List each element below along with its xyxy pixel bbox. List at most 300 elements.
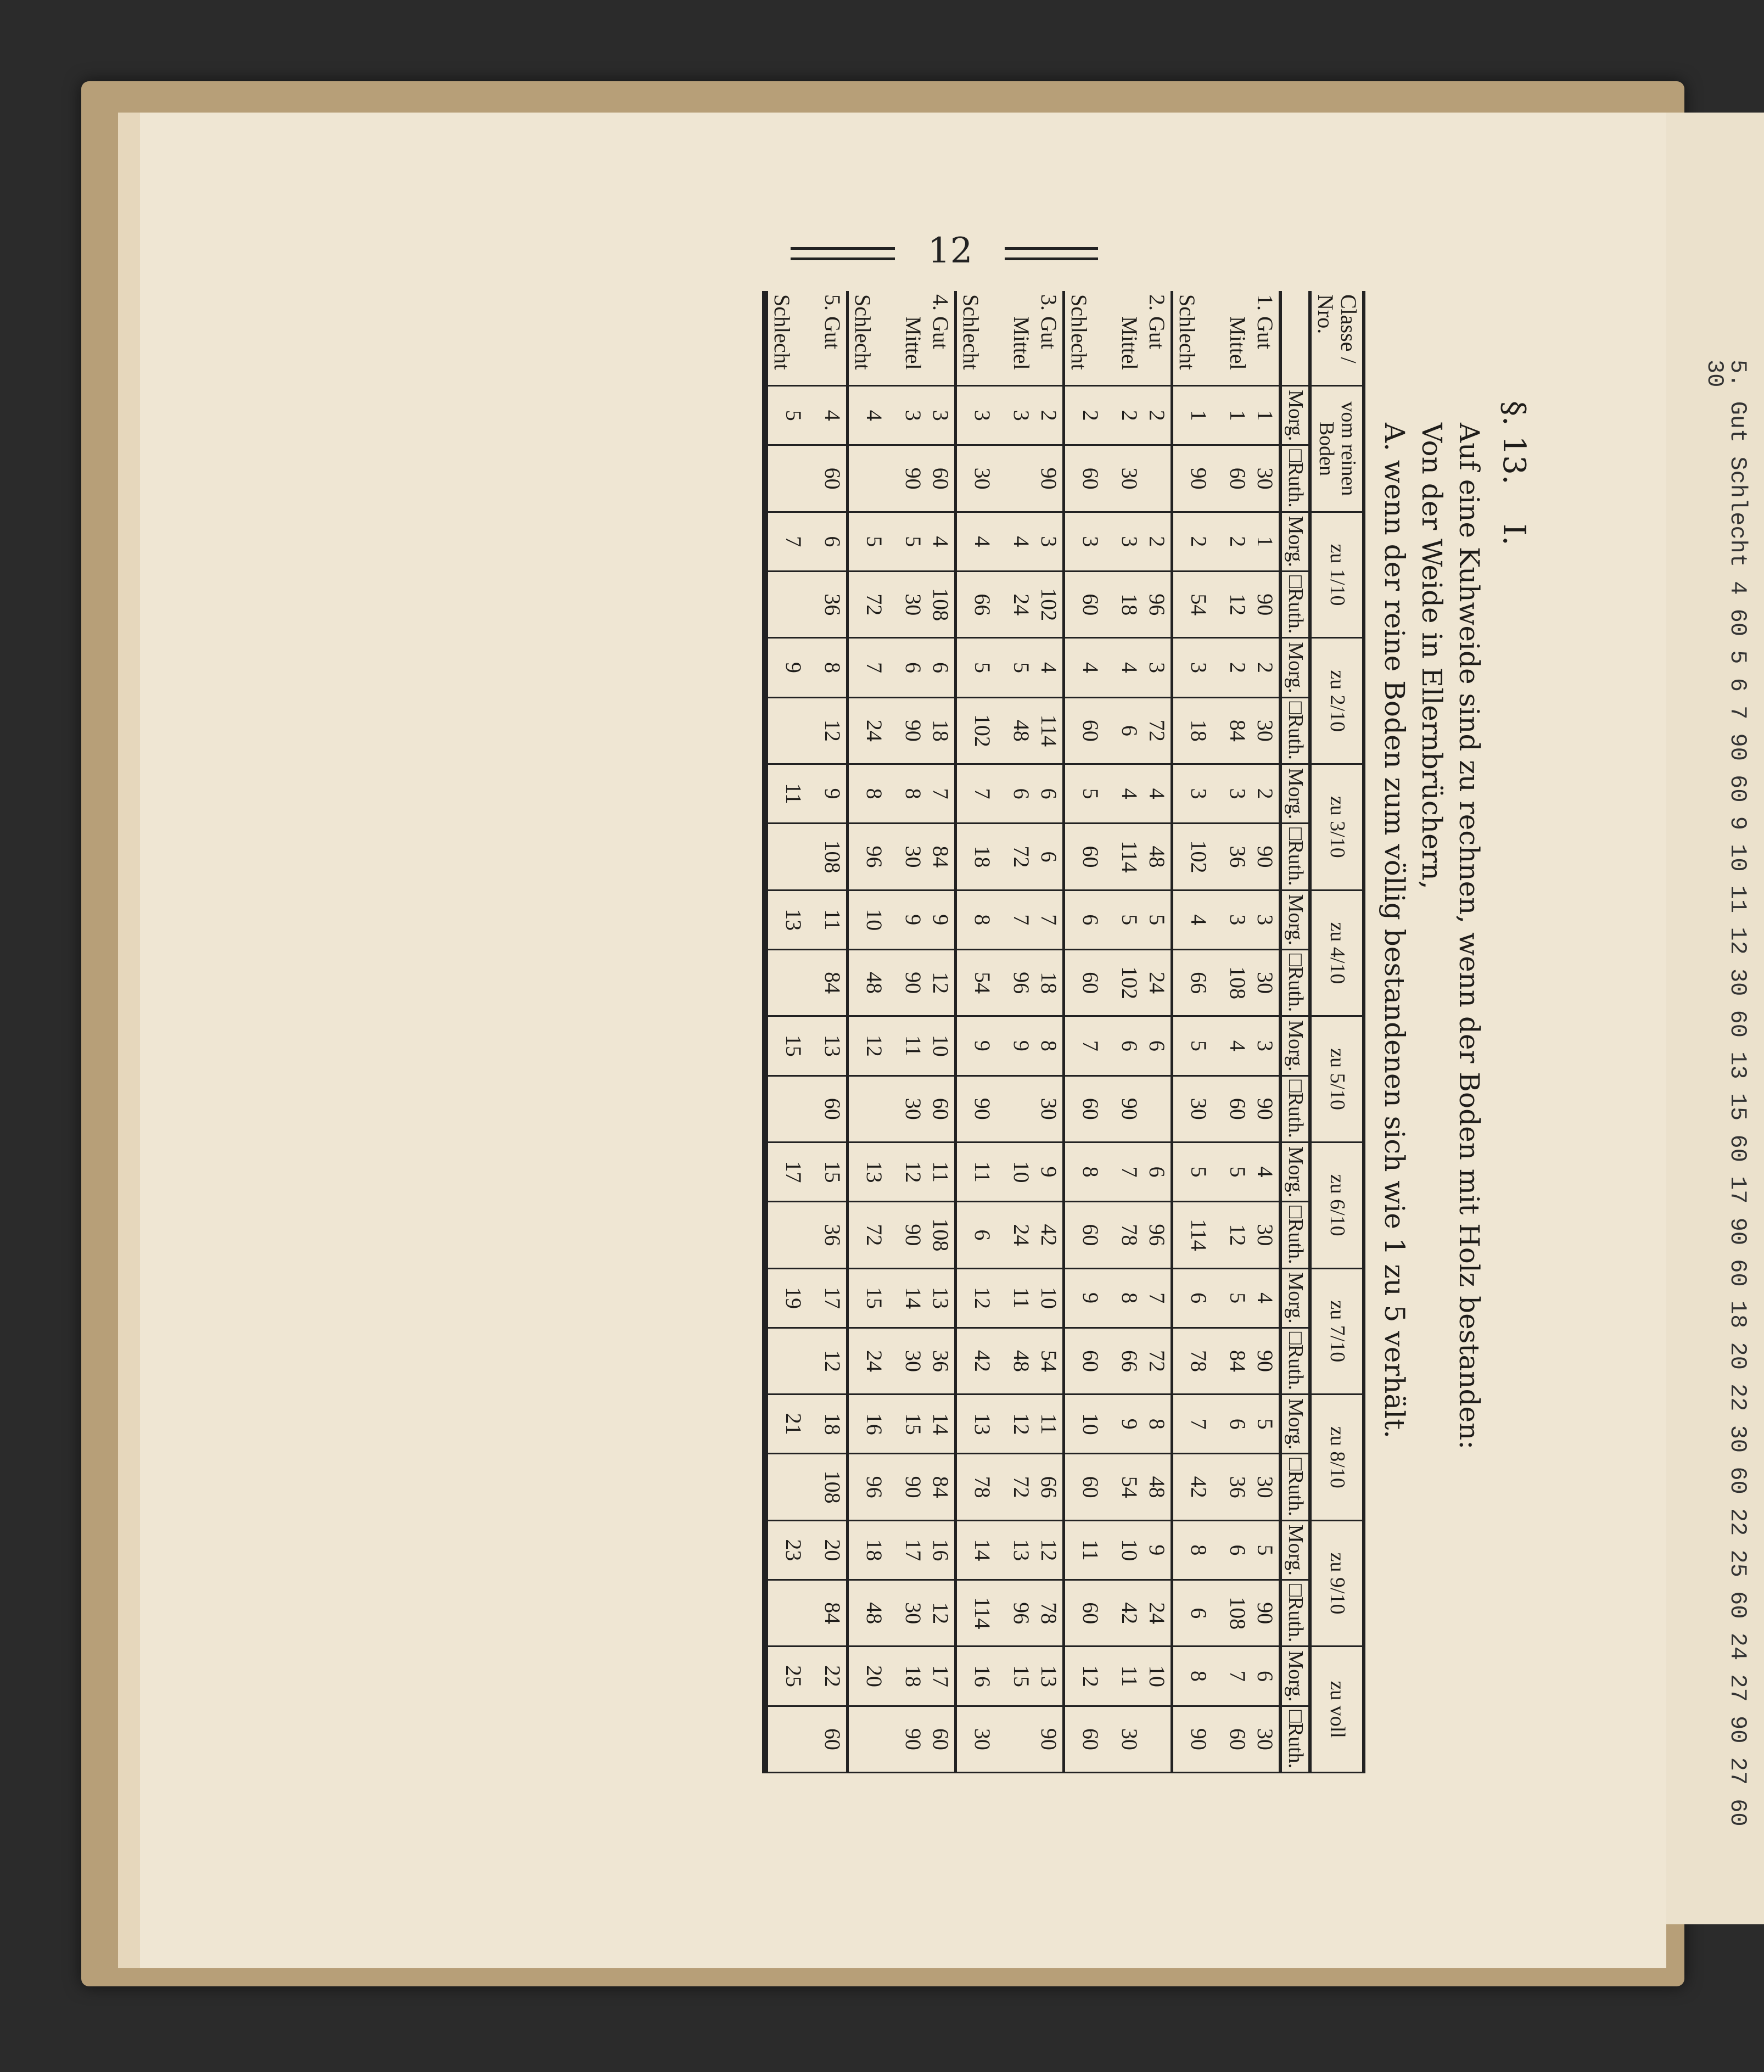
morgen-cell: 5 <box>767 386 819 445</box>
morgen-cell: 1 <box>1224 386 1251 445</box>
ruthen-cell: 78 <box>956 1454 1008 1520</box>
ruthen-cell: 72 <box>848 572 900 638</box>
ruthen-cell: 66 <box>1172 949 1224 1016</box>
ruthen-cell: 42 <box>1172 1454 1224 1520</box>
ruthen-cell: 36 <box>819 1202 848 1268</box>
rotated-table-block <box>379 291 1532 1773</box>
morgen-cell: 13 <box>819 1016 848 1076</box>
unit-row-label <box>1280 291 1310 386</box>
ruthen-cell: 108 <box>1224 1580 1251 1647</box>
morgen-cell: 11 <box>767 764 819 824</box>
ruthen-cell: 60 <box>1064 1580 1116 1647</box>
ruthen-cell: 60 <box>1064 1454 1116 1520</box>
header-col-5: zu 5/10 <box>1310 1016 1362 1143</box>
morgen-cell: 4 <box>1251 1142 1280 1201</box>
morgen-cell: 5 <box>1251 1520 1280 1580</box>
morgen-cell: 8 <box>956 890 1008 949</box>
ruthen-cell: 60 <box>1064 824 1116 890</box>
header-col-6: zu 6/10 <box>1310 1142 1362 1268</box>
subtitle-left: Von der Weide in Ellernbrüchern, <box>1416 423 1448 889</box>
row-label <box>1143 291 1172 386</box>
ruthen-cell: 60 <box>1064 1706 1116 1772</box>
morgen-cell: 3 <box>1116 512 1143 571</box>
table-row <box>1172 291 1224 1773</box>
ruthen-cell: 30 <box>1116 1706 1143 1772</box>
morgen-cell: 7 <box>1143 1268 1172 1328</box>
ruthen-cell: 60 <box>819 1076 848 1142</box>
header-col-10: zu voll <box>1310 1647 1362 1773</box>
ruthen-cell: 30 <box>899 824 927 890</box>
ruthen-cell: 30 <box>899 1328 927 1394</box>
morgen-cell: 2 <box>1251 764 1280 824</box>
ruthen-cell <box>767 572 819 638</box>
header-col-8: zu 8/10 <box>1310 1395 1362 1521</box>
section-mark-text: §. 13. <box>1496 401 1532 485</box>
morgen-cell: 12 <box>848 1016 900 1076</box>
morgen-cell: 2 <box>1035 386 1064 445</box>
ruthen-cell: 108 <box>927 1202 956 1268</box>
ruthen-cell: 60 <box>1064 1076 1116 1142</box>
unit-morg: Morg. <box>1280 386 1310 445</box>
unit-morg: Morg. <box>1280 1647 1310 1706</box>
ruthen-cell: 42 <box>956 1328 1008 1394</box>
morgen-cell: 7 <box>767 512 819 571</box>
ruthen-cell: 12 <box>927 949 956 1016</box>
unit-ruth: □Ruth. <box>1280 1454 1310 1520</box>
class-number: 5. <box>820 294 845 311</box>
morgen-cell: 5 <box>1172 1142 1224 1201</box>
morgen-cell: 20 <box>819 1520 848 1580</box>
ruthen-cell: 108 <box>819 1454 848 1520</box>
ruthen-cell: 42 <box>1035 1202 1064 1268</box>
ruthen-cell: 90 <box>899 1454 927 1520</box>
morgen-cell: 7 <box>1007 890 1035 949</box>
unit-morg: Morg. <box>1280 1395 1310 1454</box>
morgen-cell: 4 <box>1007 512 1035 571</box>
ruthen-cell: 60 <box>927 445 956 512</box>
ruthen-cell: 6 <box>1116 697 1143 764</box>
unit-row <box>1280 291 1310 1773</box>
ruthen-cell: 66 <box>1035 1454 1064 1520</box>
morgen-cell: 8 <box>1116 1268 1143 1328</box>
header-col-3: zu 3/10 <box>1310 764 1362 891</box>
morgen-cell: 6 <box>1251 1647 1280 1706</box>
table-row <box>1064 291 1116 1773</box>
ruthen-cell: 60 <box>1064 572 1116 638</box>
morgen-cell: 12 <box>956 1268 1008 1328</box>
ruthen-cell: 12 <box>819 697 848 764</box>
unit-ruth: □Ruth. <box>1280 1202 1310 1268</box>
morgen-cell: 25 <box>767 1647 819 1706</box>
class-number: 2. <box>1145 294 1170 311</box>
morgen-cell: 8 <box>899 764 927 824</box>
row-label <box>1035 291 1064 386</box>
ruthen-cell <box>767 1328 819 1394</box>
ruthen-cell: 54 <box>1172 572 1224 638</box>
ruthen-cell <box>1143 1706 1172 1772</box>
ruthen-cell: 60 <box>1224 1076 1251 1142</box>
ruthen-cell: 60 <box>927 1076 956 1142</box>
facing-page-text: 5. Gut Schlecht 4 60 5 6 7 90 60 9 10 11 12 30 60 13 15 60 17 90 60 18 20 22 30 60 22 25 60 24 27 90 27 60 30 <box>1701 360 1751 1827</box>
ruthen-cell: 96 <box>1143 572 1172 638</box>
morgen-cell: 10 <box>1035 1268 1064 1328</box>
ruthen-cell: 54 <box>956 949 1008 1016</box>
morgen-cell: 2 <box>1116 386 1143 445</box>
morgen-cell: 10 <box>1143 1647 1172 1706</box>
ruthen-cell: 108 <box>927 572 956 638</box>
morgen-cell: 9 <box>956 1016 1008 1076</box>
ruthen-cell <box>1143 445 1172 512</box>
ruthen-cell: 18 <box>1116 572 1143 638</box>
ruthen-cell: 60 <box>1224 1706 1251 1772</box>
morgen-cell: 6 <box>1143 1016 1172 1076</box>
ruthen-cell: 102 <box>1172 824 1224 890</box>
morgen-cell: 2 <box>1224 512 1251 571</box>
table-row <box>1251 291 1280 1773</box>
ruthen-cell: 96 <box>848 824 900 890</box>
morgen-cell: 4 <box>1116 764 1143 824</box>
morgen-cell: 17 <box>767 1142 819 1201</box>
ruthen-cell: 30 <box>899 1076 927 1142</box>
row-label <box>927 291 956 386</box>
ruthen-cell: 60 <box>1224 445 1251 512</box>
grade-label: Gut <box>928 316 954 349</box>
ruthen-cell <box>767 1076 819 1142</box>
header-col-7: zu 7/10 <box>1310 1268 1362 1395</box>
morgen-cell: 11 <box>819 890 848 949</box>
ruthen-cell: 90 <box>899 445 927 512</box>
morgen-cell: 21 <box>767 1395 819 1454</box>
morgen-cell: 4 <box>848 386 900 445</box>
ruthen-cell: 78 <box>1172 1328 1224 1394</box>
table-row <box>1035 291 1064 1773</box>
morgen-cell: 9 <box>767 638 819 697</box>
ruthen-cell: 66 <box>1116 1328 1143 1394</box>
ruthen-cell: 90 <box>1172 445 1224 512</box>
ruthen-cell: 24 <box>1143 949 1172 1016</box>
unit-morg: Morg. <box>1280 1268 1310 1328</box>
ruthen-cell: 102 <box>956 697 1008 764</box>
morgen-cell: 8 <box>848 764 900 824</box>
ruthen-cell: 36 <box>927 1328 956 1394</box>
ruthen-cell: 66 <box>956 572 1008 638</box>
morgen-cell: 6 <box>1172 1268 1224 1328</box>
morgen-cell: 14 <box>899 1268 927 1328</box>
unit-ruth: □Ruth. <box>1280 697 1310 764</box>
morgen-cell: 3 <box>1251 890 1280 949</box>
ruthen-cell: 30 <box>1251 445 1280 512</box>
grade-label: Gut <box>1253 316 1278 349</box>
header-col-4: zu 4/10 <box>1310 890 1362 1016</box>
unit-morg: Morg. <box>1280 1016 1310 1076</box>
ruthen-cell: 24 <box>848 1328 900 1394</box>
row-label <box>767 291 819 386</box>
header-col-1: zu 1/10 <box>1310 512 1362 638</box>
ruthen-cell: 36 <box>1224 824 1251 890</box>
morgen-cell: 6 <box>899 638 927 697</box>
ruthen-cell: 60 <box>819 445 848 512</box>
morgen-cell: 20 <box>848 1647 900 1706</box>
weide-table <box>765 291 1362 1773</box>
grade-label: Schlecht <box>1067 294 1092 370</box>
morgen-cell: 9 <box>899 890 927 949</box>
ruthen-cell: 90 <box>899 1202 927 1268</box>
morgen-cell: 11 <box>927 1142 956 1201</box>
ruthen-cell: 72 <box>1007 824 1035 890</box>
morgen-cell: 11 <box>956 1142 1008 1201</box>
morgen-cell: 8 <box>1064 1142 1116 1201</box>
ruthen-cell: 78 <box>1116 1202 1143 1268</box>
morgen-cell: 5 <box>1224 1142 1251 1201</box>
morgen-cell: 13 <box>1007 1520 1035 1580</box>
morgen-cell: 19 <box>767 1268 819 1328</box>
morgen-cell: 11 <box>1035 1395 1064 1454</box>
unit-morg: Morg. <box>1280 638 1310 697</box>
ruthen-cell: 90 <box>1251 824 1280 890</box>
ruthen-cell: 60 <box>1064 697 1116 764</box>
ruthen-cell: 60 <box>927 1706 956 1772</box>
table-header-row <box>1310 291 1362 1773</box>
grade-label: Mittel <box>901 316 926 370</box>
morgen-cell: 6 <box>1143 1142 1172 1201</box>
morgen-cell: 12 <box>1064 1647 1116 1706</box>
morgen-cell: 5 <box>1224 1268 1251 1328</box>
section-title: Auf eine Kuhweide sind zu rechnen, wenn der Boden mit Holz bestanden: <box>1453 423 1485 1450</box>
ruthen-cell: 114 <box>1116 824 1143 890</box>
morgen-cell: 11 <box>1116 1647 1143 1706</box>
morgen-cell: 5 <box>956 638 1008 697</box>
morgen-cell: 1 <box>1251 386 1280 445</box>
ruthen-cell: 114 <box>1035 697 1064 764</box>
morgen-cell: 2 <box>1143 512 1172 571</box>
morgen-cell: 13 <box>1035 1647 1064 1706</box>
morgen-cell: 6 <box>1116 1016 1143 1076</box>
morgen-cell: 2 <box>1143 386 1172 445</box>
header-col-9: zu 9/10 <box>1310 1520 1362 1647</box>
ruthen-cell: 90 <box>956 1076 1008 1142</box>
ruthen-cell: 48 <box>848 949 900 1016</box>
unit-ruth: □Ruth. <box>1280 949 1310 1016</box>
class-number: 4. <box>928 294 954 311</box>
ruthen-cell <box>1143 1076 1172 1142</box>
morgen-cell: 8 <box>819 638 848 697</box>
ruthen-cell: 90 <box>1251 1328 1280 1394</box>
ruthen-cell: 18 <box>1172 697 1224 764</box>
table-bottom-rule <box>762 291 765 1773</box>
ruthen-cell: 42 <box>1116 1580 1143 1647</box>
morgen-cell: 17 <box>819 1268 848 1328</box>
morgen-cell: 3 <box>899 386 927 445</box>
ruthen-cell <box>767 1706 819 1772</box>
ruthen-cell: 114 <box>956 1580 1008 1647</box>
ruthen-cell: 18 <box>956 824 1008 890</box>
morgen-cell: 18 <box>819 1395 848 1454</box>
morgen-cell: 4 <box>927 512 956 571</box>
ruthen-cell: 114 <box>1172 1202 1224 1268</box>
ruthen-cell <box>1007 1076 1035 1142</box>
grade-label: Gut <box>820 316 845 349</box>
morgen-cell: 9 <box>1064 1268 1116 1328</box>
ruthen-cell: 30 <box>956 445 1008 512</box>
morgen-cell: 5 <box>848 512 900 571</box>
table-row <box>1143 291 1172 1773</box>
unit-morg: Morg. <box>1280 764 1310 824</box>
unit-ruth: □Ruth. <box>1280 1076 1310 1142</box>
morgen-cell: 3 <box>1143 638 1172 697</box>
ruthen-cell: 90 <box>899 697 927 764</box>
morgen-cell: 6 <box>1007 764 1035 824</box>
table-row <box>767 291 819 1773</box>
ruthen-cell: 72 <box>1143 697 1172 764</box>
table-row <box>1007 291 1035 1773</box>
morgen-cell: 16 <box>927 1520 956 1580</box>
header-col-2: zu 2/10 <box>1310 638 1362 764</box>
unit-ruth: □Ruth. <box>1280 824 1310 890</box>
morgen-cell: 22 <box>819 1647 848 1706</box>
morgen-cell: 5 <box>899 512 927 571</box>
morgen-cell: 11 <box>1007 1268 1035 1328</box>
morgen-cell: 10 <box>1116 1520 1143 1580</box>
morgen-cell: 12 <box>1035 1520 1064 1580</box>
ruthen-cell: 30 <box>1116 445 1143 512</box>
ruthen-cell: 12 <box>1224 1202 1251 1268</box>
morgen-cell: 8 <box>1035 1016 1064 1076</box>
ruthen-cell <box>767 1454 819 1520</box>
morgen-cell: 3 <box>1064 512 1116 571</box>
ruthen-cell: 90 <box>899 1706 927 1772</box>
ruthen-cell: 30 <box>899 1580 927 1647</box>
ruthen-cell: 30 <box>956 1706 1008 1772</box>
morgen-cell: 13 <box>927 1268 956 1328</box>
ruthen-cell: 12 <box>819 1328 848 1394</box>
morgen-cell: 12 <box>899 1142 927 1201</box>
morgen-cell: 6 <box>1224 1520 1251 1580</box>
morgen-cell: 4 <box>1224 1016 1251 1076</box>
morgen-cell: 10 <box>1007 1142 1035 1201</box>
morgen-cell: 4 <box>1064 638 1116 697</box>
header-classe: Classe <box>1336 294 1361 352</box>
row-label <box>899 291 927 386</box>
grade-label: Mittel <box>1009 316 1034 370</box>
ruthen-cell <box>848 1076 900 1142</box>
ruthen-cell: 90 <box>1251 1580 1280 1647</box>
ruthen-cell: 108 <box>819 824 848 890</box>
ruthen-cell: 90 <box>1035 445 1064 512</box>
morgen-cell: 11 <box>1064 1520 1116 1580</box>
ruthen-cell: 54 <box>1116 1454 1143 1520</box>
ruthen-cell: 96 <box>1007 1580 1035 1647</box>
ruthen-cell: 30 <box>1251 1202 1280 1268</box>
morgen-cell: 3 <box>1172 638 1224 697</box>
morgen-cell: 8 <box>1172 1520 1224 1580</box>
row-label <box>1116 291 1143 386</box>
ruthen-cell: 84 <box>819 949 848 1016</box>
morgen-cell: 4 <box>1116 638 1143 697</box>
morgen-cell: 13 <box>767 890 819 949</box>
ruthen-cell: 90 <box>899 949 927 1016</box>
morgen-cell: 2 <box>1224 638 1251 697</box>
unit-ruth: □Ruth. <box>1280 1580 1310 1647</box>
table-row <box>848 291 900 1773</box>
ruthen-cell: 60 <box>819 1706 848 1772</box>
unit-morg: Morg. <box>1280 890 1310 949</box>
grade-label: Schlecht <box>1175 294 1200 370</box>
ruthen-cell: 48 <box>1007 697 1035 764</box>
ruthen-cell: 72 <box>1143 1328 1172 1394</box>
morgen-cell: 16 <box>848 1395 900 1454</box>
table-row <box>927 291 956 1773</box>
ruthen-cell: 84 <box>927 1454 956 1520</box>
unit-morg: Morg. <box>1280 512 1310 571</box>
ruthen-cell: 48 <box>1143 1454 1172 1520</box>
morgen-cell: 13 <box>848 1142 900 1201</box>
ruthen-cell: 12 <box>927 1580 956 1647</box>
ruthen-cell: 30 <box>899 572 927 638</box>
row-label <box>819 291 848 386</box>
ruthen-cell: 36 <box>1224 1454 1251 1520</box>
morgen-cell: 4 <box>1143 764 1172 824</box>
morgen-cell: 10 <box>848 890 900 949</box>
morgen-cell: 5 <box>1143 890 1172 949</box>
morgen-cell: 9 <box>1035 1142 1064 1201</box>
ruthen-cell <box>767 1580 819 1647</box>
morgen-cell: 2 <box>1064 386 1116 445</box>
ruthen-cell: 18 <box>927 697 956 764</box>
morgen-cell: 18 <box>848 1520 900 1580</box>
morgen-cell: 3 <box>1224 890 1251 949</box>
morgen-cell: 16 <box>956 1647 1008 1706</box>
grade-label: Schlecht <box>850 294 876 370</box>
ruthen-cell: 90 <box>1035 1706 1064 1772</box>
morgen-cell: 7 <box>848 638 900 697</box>
table-row <box>819 291 848 1773</box>
morgen-cell: 10 <box>927 1016 956 1076</box>
morgen-cell: 8 <box>1143 1395 1172 1454</box>
ruthen-cell: 60 <box>1064 445 1116 512</box>
row-label <box>1251 291 1280 386</box>
morgen-cell: 3 <box>927 386 956 445</box>
ruthen-cell: 60 <box>1064 1328 1116 1394</box>
table-row <box>899 291 927 1773</box>
table-row <box>956 291 1008 1773</box>
grade-label: Schlecht <box>770 294 795 370</box>
morgen-cell: 4 <box>1251 1268 1280 1328</box>
morgen-cell: 5 <box>1251 1395 1280 1454</box>
morgen-cell: 7 <box>1224 1647 1251 1706</box>
ruthen-cell: 90 <box>1172 1706 1224 1772</box>
unit-ruth: □Ruth. <box>1280 1706 1310 1772</box>
morgen-cell: 10 <box>1064 1395 1116 1454</box>
header-rule-right <box>1005 247 1098 260</box>
morgen-cell: 3 <box>1224 764 1251 824</box>
morgen-cell: 12 <box>1007 1395 1035 1454</box>
ruthen-cell <box>1007 445 1035 512</box>
morgen-cell: 7 <box>1035 890 1064 949</box>
unit-ruth: □Ruth. <box>1280 572 1310 638</box>
ruthen-cell: 30 <box>1172 1076 1224 1142</box>
morgen-cell: 7 <box>1064 1016 1116 1076</box>
unit-ruth: □Ruth. <box>1280 1328 1310 1394</box>
morgen-cell: 4 <box>1172 890 1224 949</box>
header-nro: Nro. <box>1313 294 1338 334</box>
morgen-cell: 5 <box>1007 638 1035 697</box>
ruthen-cell: 12 <box>1224 572 1251 638</box>
morgen-cell: 7 <box>956 764 1008 824</box>
morgen-cell: 5 <box>1064 764 1116 824</box>
ruthen-cell: 72 <box>1007 1454 1035 1520</box>
morgen-cell: 7 <box>1116 1142 1143 1201</box>
ruthen-cell: 60 <box>1064 1202 1116 1268</box>
